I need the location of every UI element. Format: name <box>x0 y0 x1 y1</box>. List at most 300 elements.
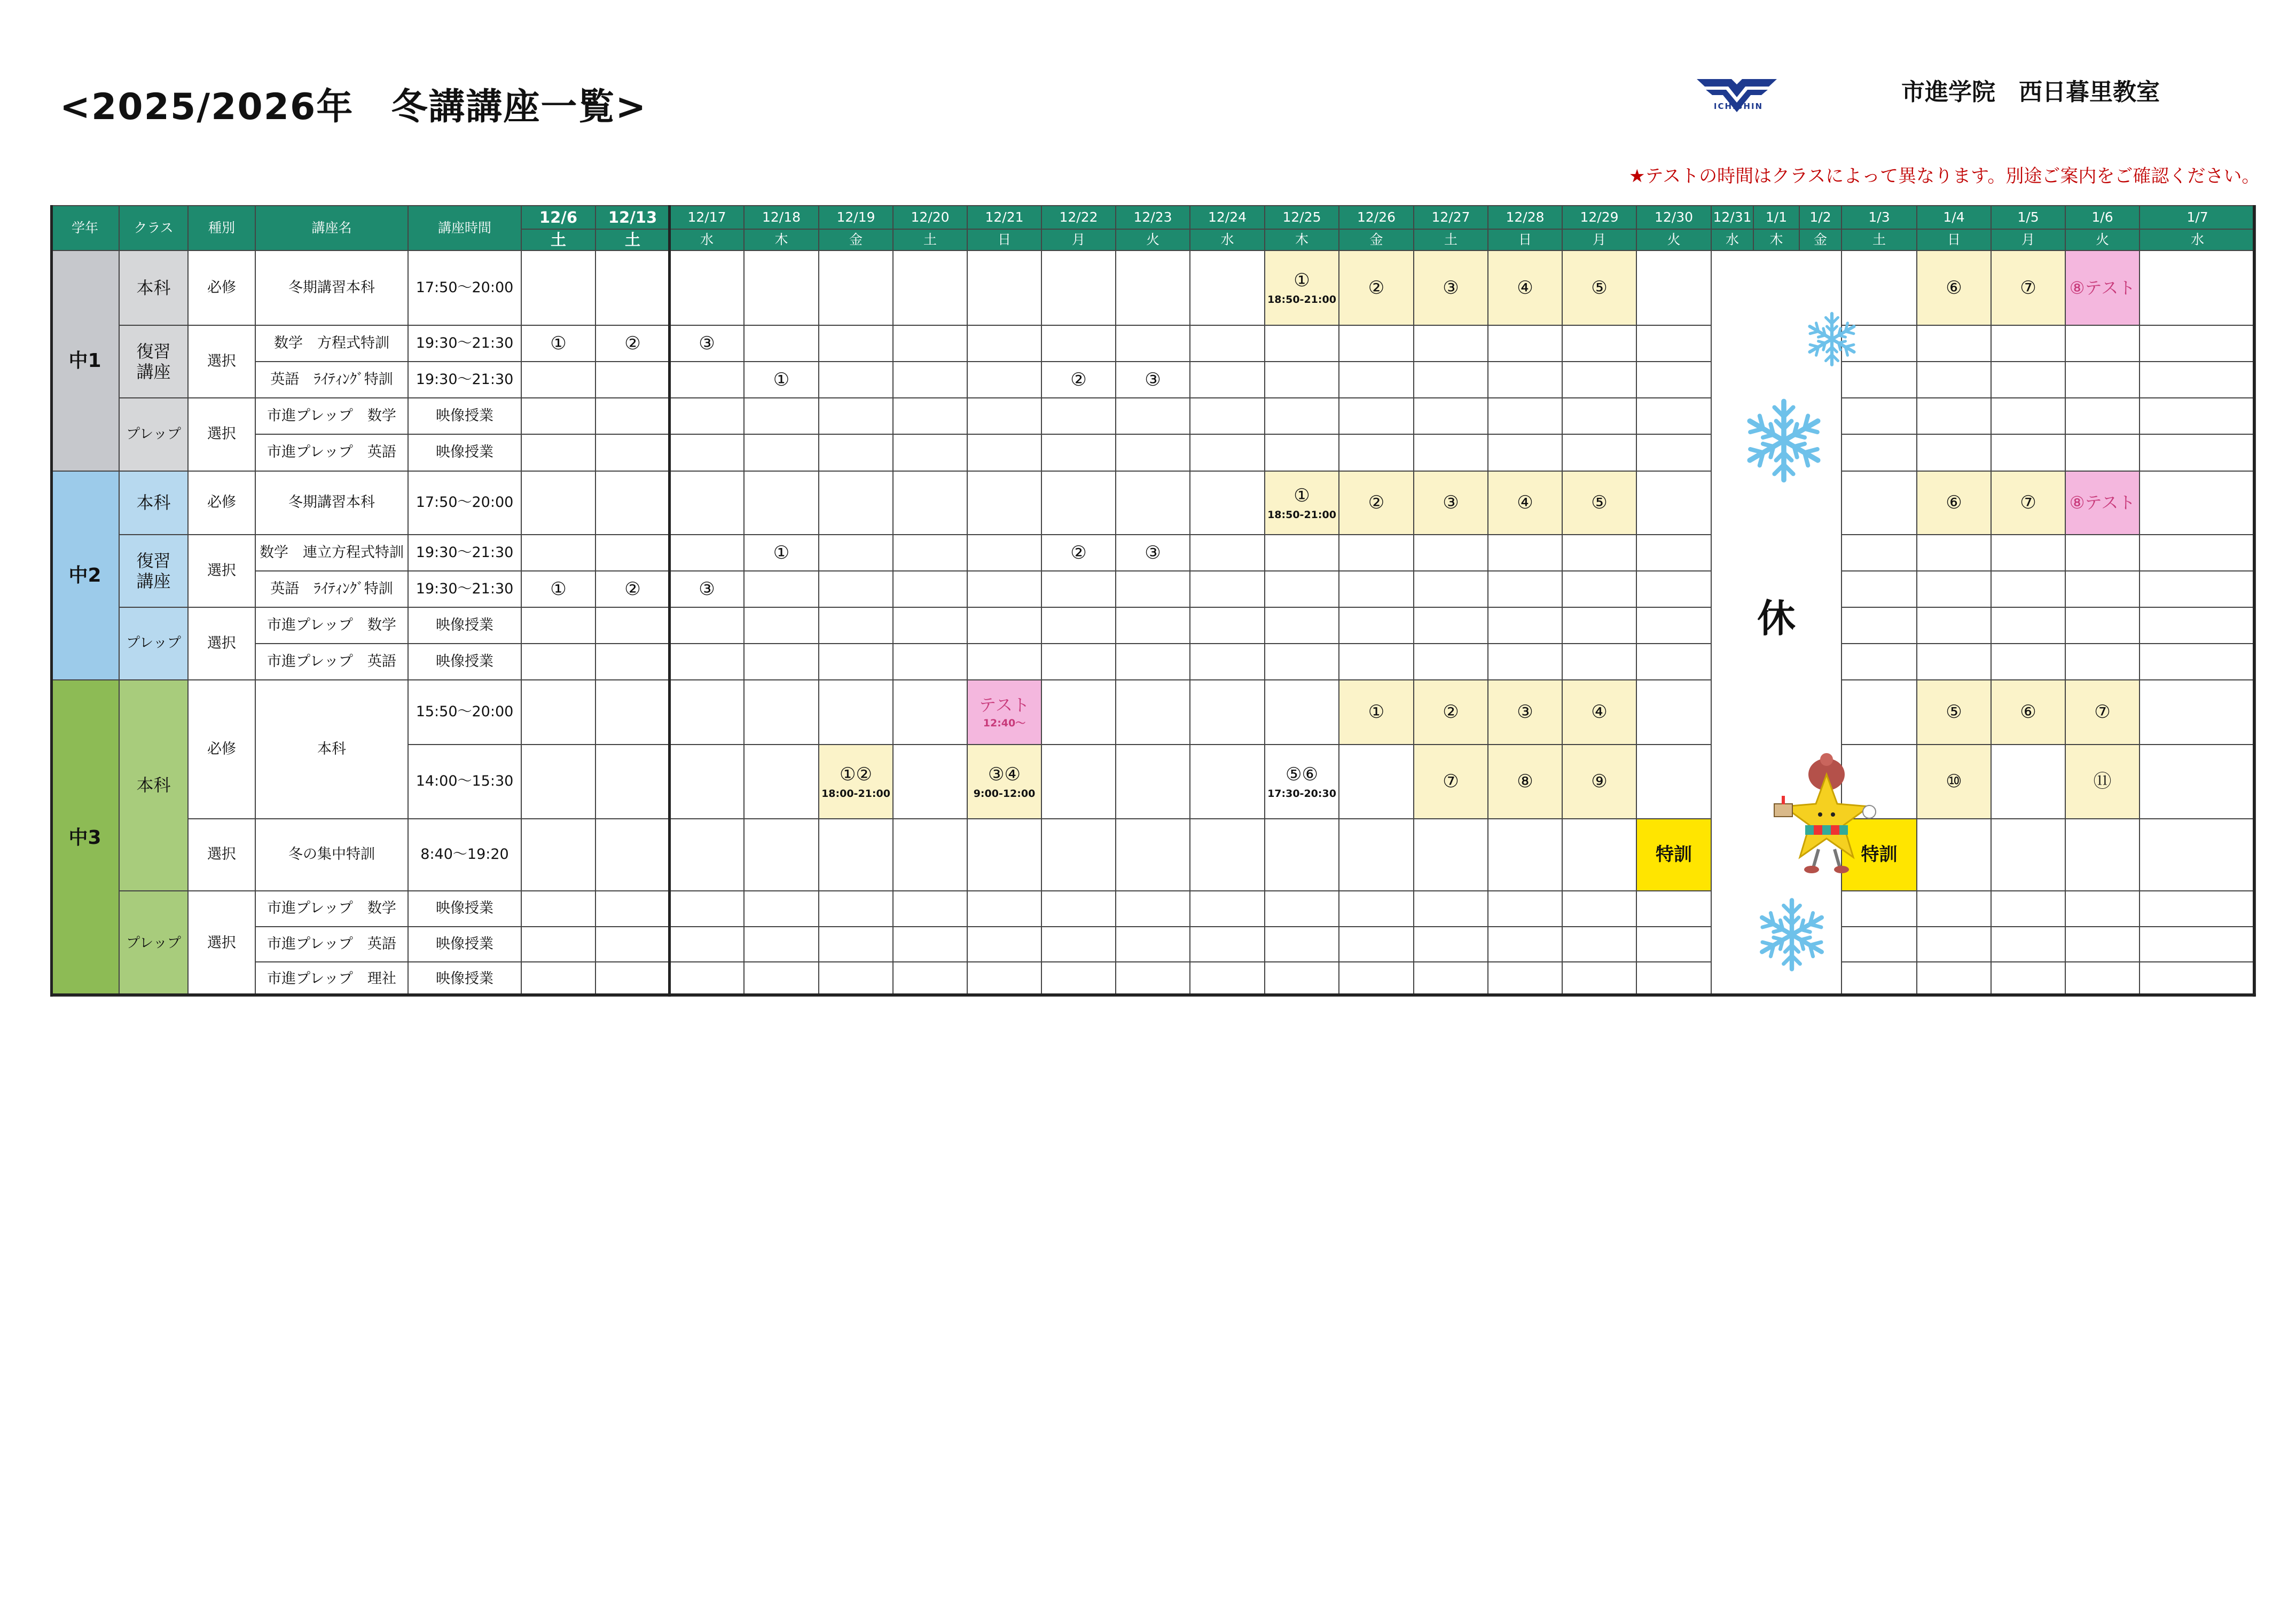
session-time: 17:30-20:30 <box>1267 787 1336 800</box>
schedule-cell <box>2139 534 2256 571</box>
schedule-cell <box>2065 926 2140 962</box>
schedule-cell <box>1041 397 1116 435</box>
schedule-cell <box>1916 250 1992 326</box>
schedule-cell <box>2065 818 2140 891</box>
header-date: 12/17 <box>669 205 745 230</box>
schedule-cell <box>1115 961 1190 997</box>
header-class: クラス <box>119 205 189 251</box>
schedule-cell <box>1636 926 1712 962</box>
header-dow: 水 <box>2139 229 2256 251</box>
schedule-cell <box>1916 471 1992 535</box>
session-number: ⑤ <box>1946 701 1962 723</box>
schedule-cell <box>2065 471 2140 535</box>
ichishin-logo-icon <box>1694 69 1780 123</box>
schedule-cell <box>669 434 745 472</box>
schedule-cell <box>669 397 745 435</box>
class-label: プレップ <box>119 397 189 472</box>
schedule-cell <box>1487 361 1563 398</box>
schedule-cell <box>892 361 968 398</box>
schedule-cell <box>1916 534 1992 571</box>
schedule-cell <box>1636 961 1712 997</box>
schedule-cell <box>818 643 894 680</box>
schedule-cell <box>1338 534 1414 571</box>
schedule-cell <box>967 361 1042 398</box>
course-time: 19:30～21:30 <box>408 570 522 608</box>
schedule-cell <box>1562 744 1637 819</box>
schedule-cell <box>2065 534 2140 571</box>
schedule-cell <box>1487 818 1563 891</box>
schedule-cell <box>521 570 596 608</box>
schedule-cell <box>1338 818 1414 891</box>
type-label: 選択 <box>187 607 256 680</box>
schedule-cell <box>743 607 819 644</box>
header-date: 1/4 <box>1916 205 1992 230</box>
schedule-cell <box>1115 607 1190 644</box>
schedule-cell <box>1413 361 1488 398</box>
type-label: 必修 <box>187 471 256 535</box>
session-number: ① <box>550 332 567 354</box>
session-number: ⑪ <box>2093 771 2112 793</box>
table-separator <box>50 993 2256 996</box>
course-time: 映像授業 <box>408 926 522 962</box>
schedule-cell <box>2139 926 2256 962</box>
schedule-cell <box>818 744 894 819</box>
schedule-cell <box>1413 434 1488 472</box>
schedule-cell <box>1041 534 1116 571</box>
page-title: <2025/2026年 冬講講座一覧> <box>60 86 647 128</box>
schedule-cell <box>743 926 819 962</box>
schedule-cell <box>595 534 670 571</box>
class-label: 本科 <box>119 679 189 891</box>
schedule-cell <box>1338 679 1414 745</box>
class-label: 本科 <box>119 471 189 535</box>
schedule-cell <box>1991 534 2066 571</box>
schedule-cell <box>1487 434 1563 472</box>
type-label: 選択 <box>187 890 256 997</box>
schedule-cell <box>892 818 968 891</box>
header-dow: 木 <box>1264 229 1339 251</box>
type-label: 選択 <box>187 818 256 891</box>
schedule-cell <box>521 679 596 745</box>
schedule-cell <box>1991 926 2066 962</box>
schedule-cell <box>1562 325 1637 362</box>
schedule-cell <box>521 961 596 997</box>
schedule-cell <box>669 570 745 608</box>
schedule-cell <box>2139 570 2256 608</box>
session-number: ③ <box>1517 701 1533 723</box>
test-time-notice: ★テストの時間はクラスによって異なります。別途ご案内をご確認ください。 <box>1629 166 2260 187</box>
header-dow: 木 <box>1753 229 1800 251</box>
schedule-cell <box>1115 434 1190 472</box>
schedule-cell <box>1115 890 1190 927</box>
schedule-cell <box>1636 744 1712 819</box>
type-label: 選択 <box>187 534 256 608</box>
schedule-cell <box>1041 818 1116 891</box>
schedule-cell <box>1636 471 1712 535</box>
header-date: 1/7 <box>2139 205 2256 230</box>
schedule-cell <box>521 607 596 644</box>
schedule-cell <box>1189 643 1265 680</box>
header-date: 12/23 <box>1115 205 1190 230</box>
course-name: 冬期講習本科 <box>255 250 409 326</box>
schedule-cell <box>2065 250 2140 326</box>
schedule-cell <box>1115 397 1190 435</box>
schedule-cell <box>1562 818 1637 891</box>
header-date: 12/6 <box>521 205 596 230</box>
course-time: 映像授業 <box>408 397 522 435</box>
schedule-cell <box>1562 534 1637 571</box>
schedule-cell <box>818 961 894 997</box>
header-dow: 金 <box>1799 229 1842 251</box>
schedule-cell <box>1562 434 1637 472</box>
schedule-cell <box>1562 570 1637 608</box>
schedule-cell <box>1991 471 2066 535</box>
schedule-cell <box>595 679 670 745</box>
header-date: 1/6 <box>2065 205 2140 230</box>
schedule-cell <box>1636 397 1712 435</box>
header-date: 12/25 <box>1264 205 1339 230</box>
schedule-cell <box>1413 607 1488 644</box>
schedule-cell <box>1916 397 1992 435</box>
schedule-cell <box>1916 325 1992 362</box>
course-name: 市進プレップ 英語 <box>255 643 409 680</box>
schedule-cell <box>595 607 670 644</box>
schedule-cell <box>1041 361 1116 398</box>
course-time: 映像授業 <box>408 643 522 680</box>
schedule-cell <box>1189 471 1265 535</box>
course-name: 本科 <box>255 679 409 819</box>
type-label: 必修 <box>187 250 256 326</box>
table-separator <box>2253 205 2255 997</box>
schedule-cell <box>1636 250 1712 326</box>
schedule-cell <box>2139 250 2256 326</box>
header-date: 12/27 <box>1413 205 1488 230</box>
schedule-cell <box>1189 744 1265 819</box>
schedule-cell <box>669 607 745 644</box>
schedule-cell <box>967 325 1042 362</box>
schedule-cell <box>2139 643 2256 680</box>
schedule-cell <box>669 643 745 680</box>
course-time: 映像授業 <box>408 890 522 927</box>
schedule-cell <box>1991 250 2066 326</box>
schedule-cell <box>1916 818 1992 891</box>
schedule-cell <box>743 361 819 398</box>
grade-label: 中1 <box>50 250 120 472</box>
schedule-cell <box>1041 890 1116 927</box>
class-label: プレップ <box>119 607 189 680</box>
schedule-cell <box>1264 434 1339 472</box>
session-number: ⑦ <box>1443 771 1459 793</box>
schedule-cell <box>1562 679 1637 745</box>
schedule-cell <box>743 744 819 819</box>
schedule-cell <box>1413 643 1488 680</box>
schedule-cell <box>669 926 745 962</box>
schedule-cell <box>1991 818 2066 891</box>
schedule-cell <box>1916 643 1992 680</box>
schedule-cell <box>1189 961 1265 997</box>
header-date: 12/13 <box>595 205 670 230</box>
schedule-cell <box>595 744 670 819</box>
schedule-cell <box>743 325 819 362</box>
schedule-cell <box>1041 744 1116 819</box>
schedule-cell <box>1264 570 1339 608</box>
header-date: 12/19 <box>818 205 894 230</box>
session-number: ② <box>624 578 641 600</box>
schedule-cell <box>521 926 596 962</box>
session-number: ① <box>1368 701 1385 723</box>
schedule-cell <box>818 397 894 435</box>
schedule-cell <box>1041 250 1116 326</box>
schedule-cell <box>1338 961 1414 997</box>
schedule-cell <box>2065 325 2140 362</box>
schedule-cell <box>1338 607 1414 644</box>
session-number: ⑦ <box>2020 492 2036 514</box>
schedule-cell <box>1413 744 1488 819</box>
schedule-cell <box>1189 570 1265 608</box>
schedule-cell <box>1338 643 1414 680</box>
schedule-cell <box>1636 607 1712 644</box>
snowflake-icon <box>1741 398 1827 483</box>
session-number: ③ <box>1443 492 1459 514</box>
schedule-cell <box>595 434 670 472</box>
schedule-cell <box>1916 607 1992 644</box>
schedule-cell <box>1487 607 1563 644</box>
session-number: ⑥ <box>1946 277 1962 299</box>
schedule-cell <box>818 607 894 644</box>
schedule-cell <box>669 361 745 398</box>
table-separator <box>50 205 53 997</box>
schedule-cell <box>818 890 894 927</box>
header-dow: 火 <box>2065 229 2140 251</box>
schedule-cell <box>1115 534 1190 571</box>
header-dow: 土 <box>521 229 596 251</box>
schedule-cell <box>2139 325 2256 362</box>
course-time: 映像授業 <box>408 434 522 472</box>
header-date: 12/18 <box>743 205 819 230</box>
schedule-cell <box>818 325 894 362</box>
schedule-cell <box>1487 679 1563 745</box>
schedule-cell <box>1413 679 1488 745</box>
schedule-cell <box>1413 250 1488 326</box>
session-number: 特訓 <box>1656 844 1692 866</box>
schedule-cell <box>818 361 894 398</box>
schedule-cell <box>967 397 1042 435</box>
session-number: ③④ <box>988 763 1021 785</box>
header-dow: 日 <box>967 229 1042 251</box>
schedule-cell <box>1041 607 1116 644</box>
header-dow: 月 <box>1041 229 1116 251</box>
header-date: 1/5 <box>1991 205 2066 230</box>
schedule-cell <box>669 325 745 362</box>
session-number: ② <box>1070 542 1087 563</box>
session-number: ⑦ <box>2020 277 2036 299</box>
schedule-cell <box>1841 643 1917 680</box>
schedule-cell <box>595 397 670 435</box>
type-label: 選択 <box>187 397 256 472</box>
session-number: ⑨ <box>1591 771 1608 793</box>
schedule-cell <box>1264 818 1339 891</box>
header-date: 12/24 <box>1189 205 1265 230</box>
schedule-cell <box>1841 434 1917 472</box>
schedule-cell <box>2065 961 2140 997</box>
schedule-cell <box>1189 890 1265 927</box>
session-time: 18:00-21:00 <box>821 787 890 800</box>
schedule-cell <box>1041 325 1116 362</box>
schedule-cell <box>1338 890 1414 927</box>
schedule-cell <box>2139 890 2256 927</box>
schedule-cell <box>743 643 819 680</box>
schedule-cell <box>1487 643 1563 680</box>
schedule-cell <box>892 534 968 571</box>
course-name: 市進プレップ 英語 <box>255 926 409 962</box>
type-label: 選択 <box>187 325 256 398</box>
schedule-cell <box>743 570 819 608</box>
schedule-cell <box>743 434 819 472</box>
schedule-cell <box>669 471 745 535</box>
schedule-cell <box>892 325 968 362</box>
schedule-cell <box>892 679 968 745</box>
star-mascot-icon <box>1762 753 1891 876</box>
schedule-cell <box>2139 961 2256 997</box>
grade-label: 中3 <box>50 679 120 997</box>
schedule-cell <box>1189 926 1265 962</box>
schedule-cell <box>818 570 894 608</box>
schedule-cell <box>1115 325 1190 362</box>
course-name: 英語 ﾗｲﾃｨﾝｸﾞ特訓 <box>255 361 409 398</box>
schedule-cell <box>521 397 596 435</box>
schedule-cell <box>1264 744 1339 819</box>
schedule-cell <box>1487 534 1563 571</box>
course-name: 数学 方程式特訓 <box>255 325 409 362</box>
schedule-cell <box>1991 361 2066 398</box>
schedule-cell <box>1338 250 1414 326</box>
schedule-cell <box>1636 361 1712 398</box>
schedule-cell <box>2139 818 2256 891</box>
schedule-cell <box>892 250 968 326</box>
schedule-cell <box>2139 361 2256 398</box>
schedule-cell <box>1916 744 1992 819</box>
schedule-cell <box>743 818 819 891</box>
header-dow: 土 <box>595 229 670 251</box>
course-name: 市進プレップ 英語 <box>255 434 409 472</box>
schedule-cell <box>2065 679 2140 745</box>
schedule-cell <box>967 643 1042 680</box>
schedule-cell <box>1487 744 1563 819</box>
schedule-cell <box>892 434 968 472</box>
schedule-cell <box>1841 607 1917 644</box>
schedule-cell <box>1562 961 1637 997</box>
header-dow: 水 <box>1711 229 1754 251</box>
schedule-cell <box>1413 534 1488 571</box>
session-number: ⑤ <box>1591 492 1608 514</box>
schedule-cell <box>1189 325 1265 362</box>
schedule-cell <box>669 250 745 326</box>
header-dow: 火 <box>1115 229 1190 251</box>
course-time: 15:50～20:00 <box>408 679 522 745</box>
schedule-cell <box>1991 643 2066 680</box>
schedule-cell <box>595 361 670 398</box>
session-number: ③ <box>699 578 715 600</box>
schedule-cell <box>2139 744 2256 819</box>
schedule-cell <box>1413 471 1488 535</box>
schedule-cell <box>1264 926 1339 962</box>
schedule-cell <box>1338 926 1414 962</box>
schedule-cell <box>1636 818 1712 891</box>
schedule-cell <box>1562 926 1637 962</box>
schedule-cell <box>1841 534 1917 571</box>
schedule-cell <box>1991 679 2066 745</box>
session-number: ① <box>1294 270 1310 292</box>
header-dow: 日 <box>1487 229 1563 251</box>
course-name: 市進プレップ 数学 <box>255 890 409 927</box>
schedule-cell <box>1189 607 1265 644</box>
header-dow: 火 <box>1636 229 1712 251</box>
schedule-cell <box>743 534 819 571</box>
schedule-cell <box>892 397 968 435</box>
session-time: 18:50-21:00 <box>1267 508 1336 521</box>
course-time: 映像授業 <box>408 961 522 997</box>
schedule-cell <box>1115 679 1190 745</box>
schedule-cell <box>1264 534 1339 571</box>
schedule-cell <box>1413 890 1488 927</box>
header-date: 1/3 <box>1841 205 1917 230</box>
schedule-cell <box>1264 471 1339 535</box>
session-time: 9:00-12:00 <box>973 787 1036 800</box>
session-number: 特訓 <box>1861 844 1898 866</box>
session-number: ② <box>1368 277 1385 299</box>
header-date: 12/22 <box>1041 205 1116 230</box>
session-number: ⑧テスト <box>2069 277 2136 298</box>
header-dow: 金 <box>1338 229 1414 251</box>
schedule-cell <box>818 471 894 535</box>
schedule-cell <box>1991 961 2066 997</box>
session-number: ①② <box>840 763 872 785</box>
schedule-table <box>50 205 2255 994</box>
schedule-cell <box>521 250 596 326</box>
session-number: ① <box>773 369 790 390</box>
course-name: 市進プレップ 数学 <box>255 397 409 435</box>
session-number: ① <box>550 578 567 600</box>
schedule-cell <box>1264 325 1339 362</box>
schedule-cell <box>1562 890 1637 927</box>
schedule-cell <box>521 325 596 362</box>
schedule-cell <box>595 961 670 997</box>
session-number: ⑦ <box>2094 701 2111 723</box>
header-dow: 木 <box>743 229 819 251</box>
schedule-cell <box>1189 397 1265 435</box>
schedule-cell <box>521 643 596 680</box>
schedule-cell <box>2065 361 2140 398</box>
schedule-cell <box>669 961 745 997</box>
header-date: 12/31 <box>1711 205 1754 230</box>
session-time: 12:40～ <box>983 717 1026 730</box>
schedule-cell <box>1041 679 1116 745</box>
grade-label: 中2 <box>50 471 120 680</box>
schedule-cell <box>1115 744 1190 819</box>
schedule-cell <box>892 961 968 997</box>
header-grade: 学年 <box>50 205 120 251</box>
course-time: 17:50～20:00 <box>408 471 522 535</box>
session-number: ① <box>1294 484 1310 506</box>
header-date: 1/2 <box>1799 205 1842 230</box>
header-course: 講座名 <box>255 205 409 251</box>
schedule-cell <box>818 534 894 571</box>
schedule-cell <box>1189 250 1265 326</box>
schedule-cell <box>1264 890 1339 927</box>
schedule-cell <box>1338 361 1414 398</box>
schedule-cell <box>1338 471 1414 535</box>
schedule-cell <box>1115 643 1190 680</box>
